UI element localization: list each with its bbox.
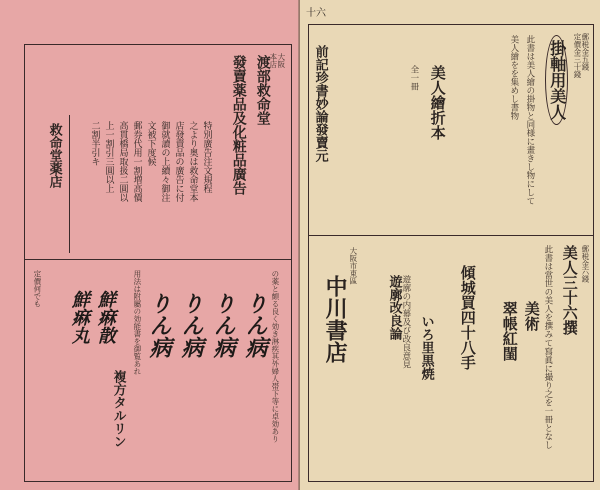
address-tag: 本店 [268, 53, 278, 68]
product-name: 鮮痳散 [94, 290, 116, 344]
drug-ad-header [25, 45, 291, 259]
book-title: 翠帳紅閨 [500, 301, 519, 361]
drug-ad-products [25, 259, 291, 482]
price-label: 定價何でも [32, 270, 42, 308]
publisher-address: 大阪市東區 [348, 247, 358, 285]
notice-line: 御就讀の上續々御注 [159, 121, 170, 202]
volume-note: 全一冊 [408, 65, 419, 91]
price-text: 定價金三十錢 [572, 33, 582, 78]
notice-line: 上一割引三圓以上 [103, 121, 114, 193]
book-subtitle: 美人繪折本 [428, 65, 447, 140]
seller-name: 救命堂薬店 [46, 123, 62, 188]
headline: 發賣薬品及化粧品廣告 [230, 55, 247, 195]
notice-line: 郵券代用一割増高價 [131, 121, 142, 202]
shipping-text: 郵税金五錢 [580, 33, 590, 71]
notice-line: 高貫橋局取扱二圓以 [117, 121, 128, 202]
advertisement-frame [24, 44, 292, 482]
description: 遊廓の内幕及び改良意見 [400, 275, 411, 369]
publisher-name: 中川書店 [322, 275, 349, 363]
notice-line: 特別廣告注文規程 [201, 121, 212, 193]
remedy-notes: の薬と頗る良く効き淋疾其外婦人帯下等に卓効あり [270, 270, 280, 443]
book-title: 遊廓改良論 [386, 275, 402, 340]
remedy-title: りん病 [210, 292, 237, 358]
book-title: 傾城買四十八手 [458, 265, 477, 370]
price-text: 郵税金六錢 [580, 245, 590, 283]
remedy-title: りん病 [242, 292, 269, 358]
product-name: 複方タルリン [110, 370, 126, 448]
book-title: 美術 [522, 301, 541, 331]
notice-line: 二割半引キ [89, 121, 100, 166]
notice-line: 之より奥は救命堂本 [187, 121, 198, 202]
remedy-title: りん病 [178, 292, 205, 358]
book-title: 掛軸用美人 [545, 35, 568, 125]
remedy-title: りん病 [146, 292, 173, 358]
description: 此書は當世の美人を撰みて寫眞に撮り之を一冊となし [542, 245, 553, 449]
publisher-notice: 前記珍書妙論發賣元 [312, 45, 328, 162]
address-tag: 大阪 [276, 53, 286, 68]
book-ad-frame [308, 24, 594, 482]
page-number: 十六 [306, 8, 326, 19]
book-title: いろ里黒焼 [418, 315, 434, 380]
description: 美人繪をを集めし書物 [508, 35, 519, 120]
company-name: 渡部救命堂 [254, 55, 271, 125]
product-name: 鮮痳丸 [68, 290, 90, 344]
notice-line: 文被下度候 [145, 121, 156, 166]
right-page [300, 0, 600, 490]
description: 此書は美人繪の掛物と同様に畫きし物にして [524, 35, 535, 205]
notice-line: 店發賣品の廣告に付 [173, 121, 184, 202]
usage-note: 用法は附屬の効能書を御覧あれ [132, 270, 142, 375]
book-title: 美人三十六撰 [560, 245, 579, 335]
